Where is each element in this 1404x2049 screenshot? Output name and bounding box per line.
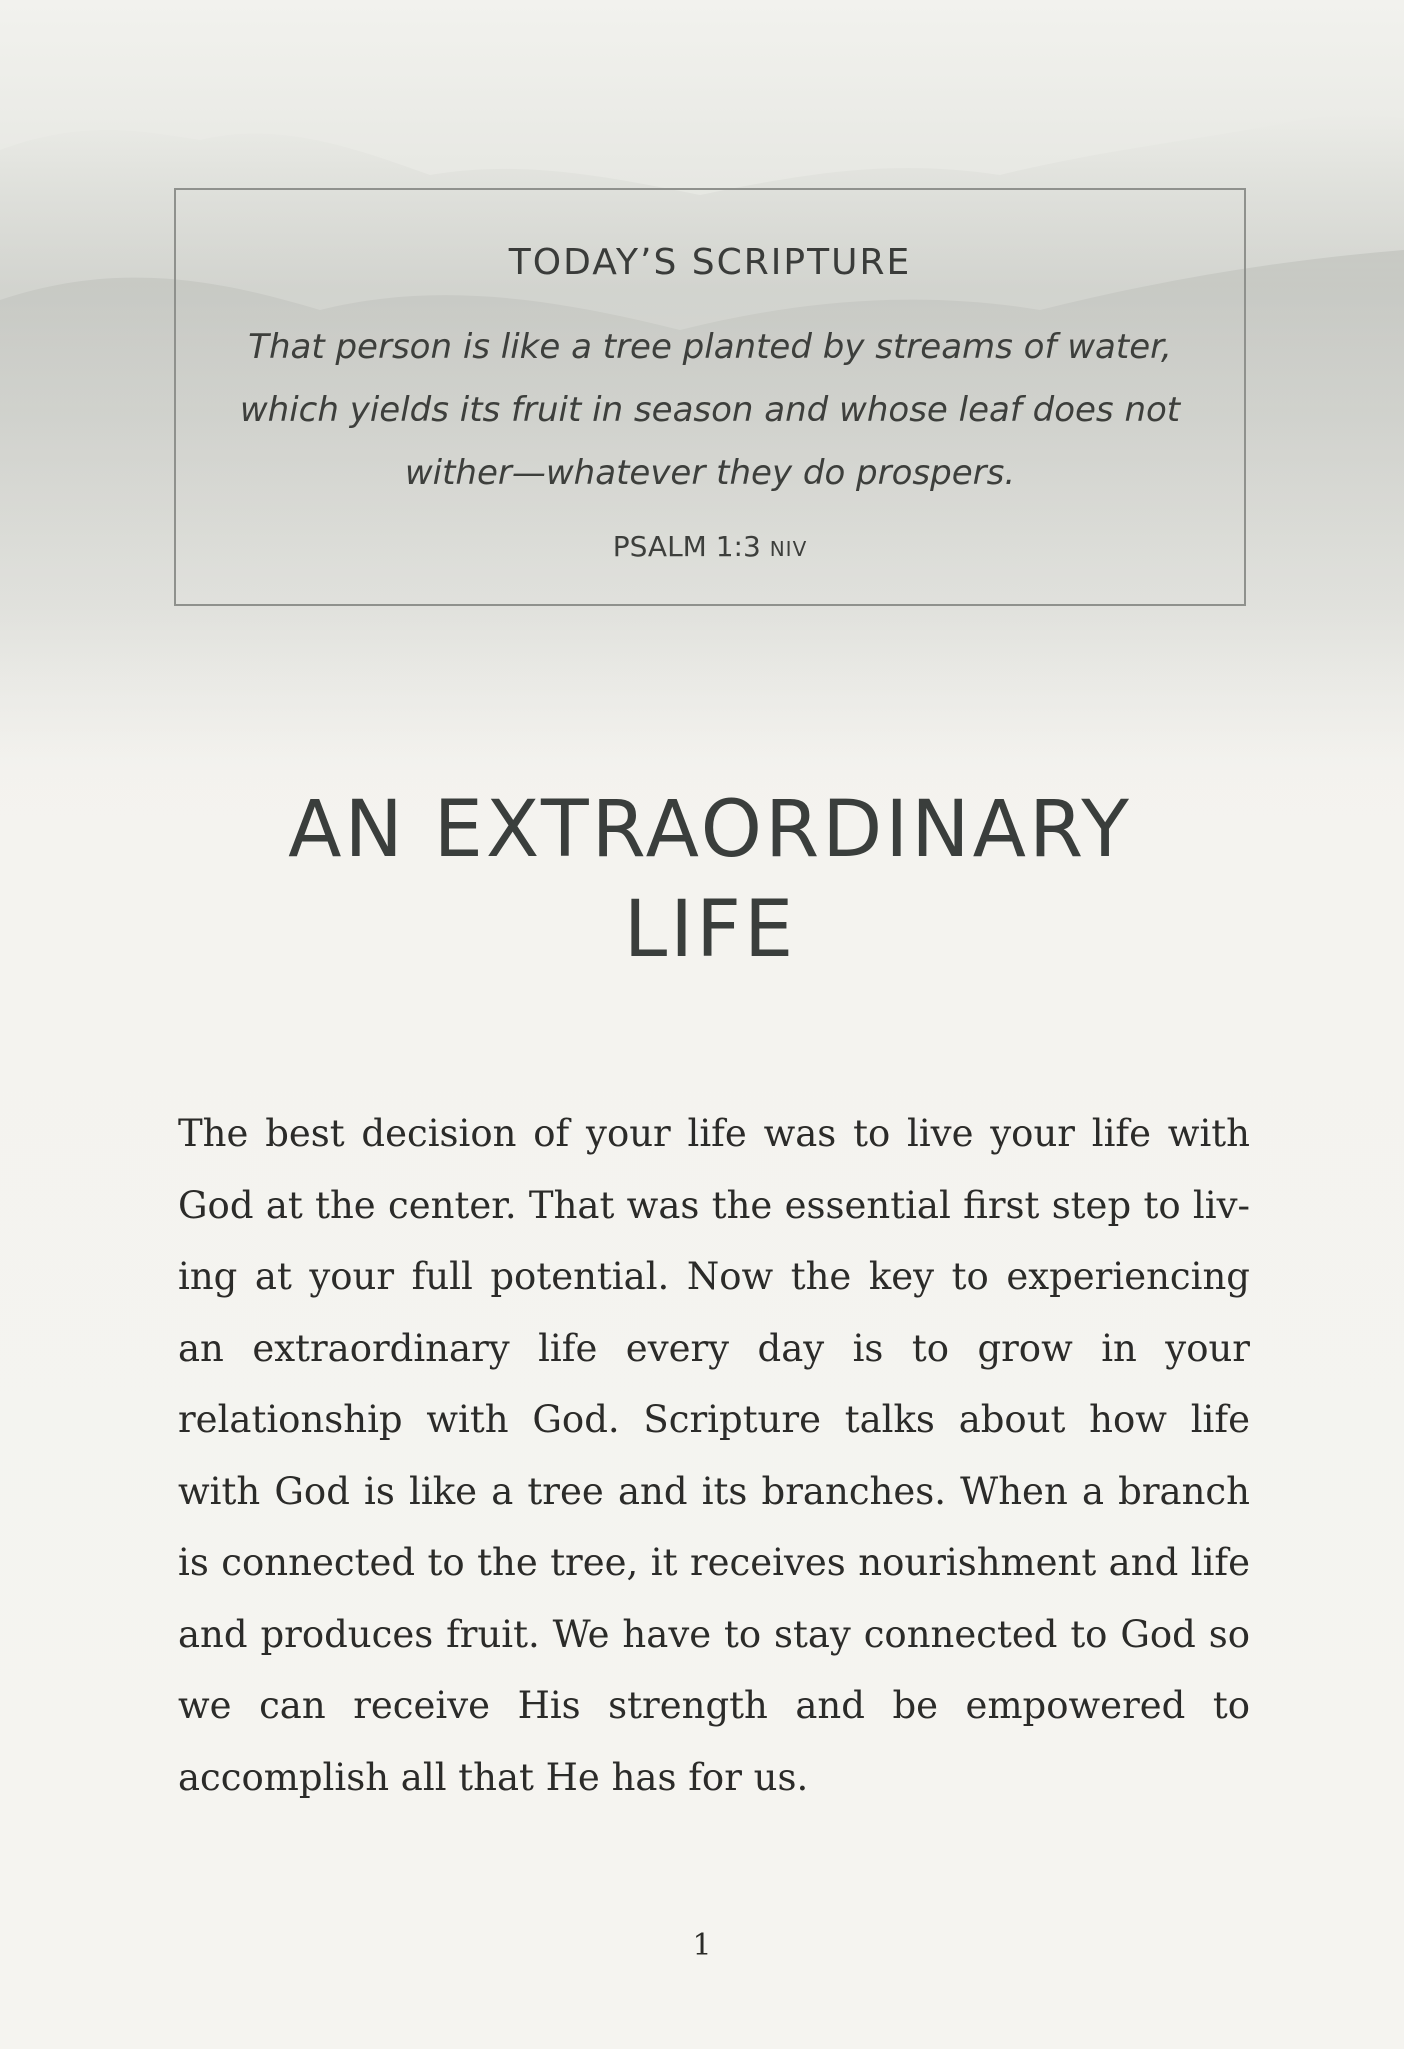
chapter-title <box>180 780 1240 980</box>
chapter-title-line-1: AN EXTRAORDINARY <box>288 785 1132 875</box>
scripture-heading: TODAY’S SCRIPTURE <box>508 242 912 283</box>
chapter-title-line-2: LIFE <box>623 885 797 975</box>
scripture-verse-text: That person is like a tree planted by streams of water, which yields its fruit in season and whose leaf does not wither—whatever they do prospers. <box>239 327 1181 493</box>
body-paragraph: The best decision of your life was to live your life with God at the center. That was the essential first step to living at your full potential. Now the key to experiencing an extraordinary life every day is to grow in your relationship with God. Scripture talks about how life with God is like a tree and its branches. When a branch is connected to the tree, it receives nourishment and life and produces fruit. We have to stay connected to God so we can receive His strength and be empowered to accomplish all that He has for us. <box>178 1112 1250 1799</box>
scripture-reference <box>176 530 1244 563</box>
page-number: 1 <box>692 1928 712 1963</box>
scripture-reference-text: PSALM 1:3 <box>612 530 761 563</box>
scripture-version: NIV <box>769 537 808 561</box>
todays-scripture-box <box>174 188 1246 606</box>
